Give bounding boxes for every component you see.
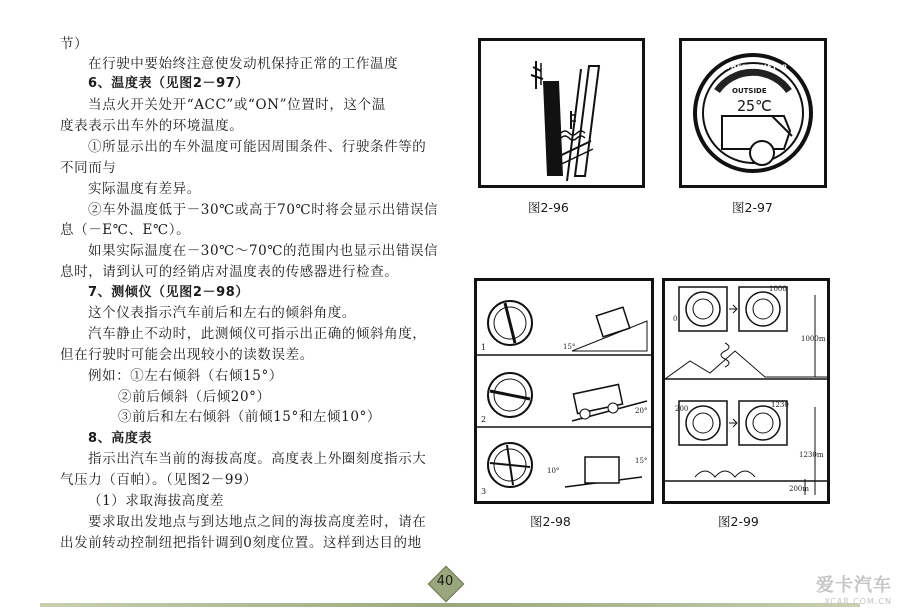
section-heading: 6、温度表（见图2－97）	[88, 76, 249, 91]
watermark-logo	[816, 571, 892, 606]
angle-label: 15°	[635, 457, 648, 465]
angle-label: 15°	[563, 343, 576, 351]
figure-caption: 图2-96	[528, 200, 569, 215]
clinometer-diagram	[477, 281, 651, 501]
footer-rule	[40, 603, 860, 607]
text-line: ②前后倾斜（后倾20°）	[118, 389, 271, 405]
altimeter-reading: 0	[673, 315, 678, 323]
text-line: 实际温度有差异。	[88, 181, 201, 197]
dashboard-diagram	[481, 41, 642, 185]
text-line: 息时，请到认可的经销店对温度表的传感器进行检查。	[60, 264, 399, 280]
height-label: 1000m	[801, 335, 826, 343]
height-label: 200m	[789, 485, 809, 493]
text-line: 这个仪表指示汽车前后和左右的倾斜角度。	[88, 305, 356, 321]
figure-2-97	[679, 38, 827, 188]
text-line: 汽车静止不动时，此测倾仪可指示出正确的倾斜角度，	[88, 326, 427, 342]
text-line: 但在行驶时可能会出现较小的读数误差。	[60, 347, 314, 363]
text-line: 如果实际温度在－30℃～70℃的范围内也显示出错误信	[88, 243, 439, 259]
text-line: 节）	[60, 36, 89, 52]
watermark-line: 爱卡汽车	[816, 575, 892, 596]
section-heading: 7、测倾仪（见图2－98）	[88, 285, 249, 300]
watermark-line: XCAR.COM.CN	[824, 597, 892, 606]
text-line: 气压力（百帕）。（见图2－99）	[60, 472, 258, 488]
text-line: 息（－E℃、E℃）。	[60, 222, 191, 238]
angle-label: 20°	[635, 407, 648, 415]
text-line: ②车外温度低于－30℃或高于70℃时将会显示出错误信	[88, 202, 439, 218]
figure-caption: 图2-98	[530, 514, 571, 529]
text-line: 指示出汽车当前的海拔高度。高度表上外圈刻度指示大	[88, 451, 427, 467]
gauge-reading: 25℃	[737, 97, 772, 115]
figure-caption: 图2-97	[732, 200, 773, 215]
height-label: 1230m	[799, 451, 824, 459]
page-number	[428, 566, 462, 600]
page-number-text: 40	[436, 574, 454, 589]
altimeter-diagram	[665, 281, 827, 501]
text-line: 度表表示出车外的环境温度。	[60, 118, 244, 134]
altimeter-reading: 1000	[769, 285, 787, 293]
text-line: ③前后和左右倾斜（前倾15°和左倾10°）	[118, 409, 381, 425]
text-line: 例如：①左右倾斜（右倾15°）	[88, 368, 283, 384]
figure-2-99	[662, 278, 830, 504]
text-line: 要求取出发地点与到达地点之间的海拔高度差时，请在	[88, 514, 427, 530]
section-heading: 8、高度表	[88, 431, 153, 446]
figure-2-96	[478, 38, 645, 188]
panel-number: 3	[481, 487, 487, 496]
gauge-dial-label: THERMOMETER	[726, 63, 788, 71]
text-line: 在行驶中要始终注意使发动机保持正常的工作温度	[88, 56, 399, 72]
figure-2-98	[474, 278, 654, 504]
panel-number: 1	[481, 343, 487, 352]
gauge-screen-label: OUTSIDE	[732, 87, 767, 95]
angle-label: 10°	[547, 467, 560, 475]
text-line: 当点火开关处开“ACC”或“ON”位置时，这个温	[88, 97, 386, 113]
text-line: ①所显示出的车外温度可能因周围条件、行驶条件等的	[88, 139, 427, 155]
text-line: 出发前转动控制纽把指针调到0刻度位置。这样到达目的地	[60, 535, 422, 551]
altimeter-reading: 200	[675, 405, 689, 413]
altimeter-reading: 1230	[771, 401, 789, 409]
panel-number: 2	[481, 415, 487, 424]
text-line: 不同而与	[60, 160, 117, 176]
figure-caption: 图2-99	[718, 514, 759, 529]
text-line: （1）求取海拔高度差	[88, 493, 225, 509]
